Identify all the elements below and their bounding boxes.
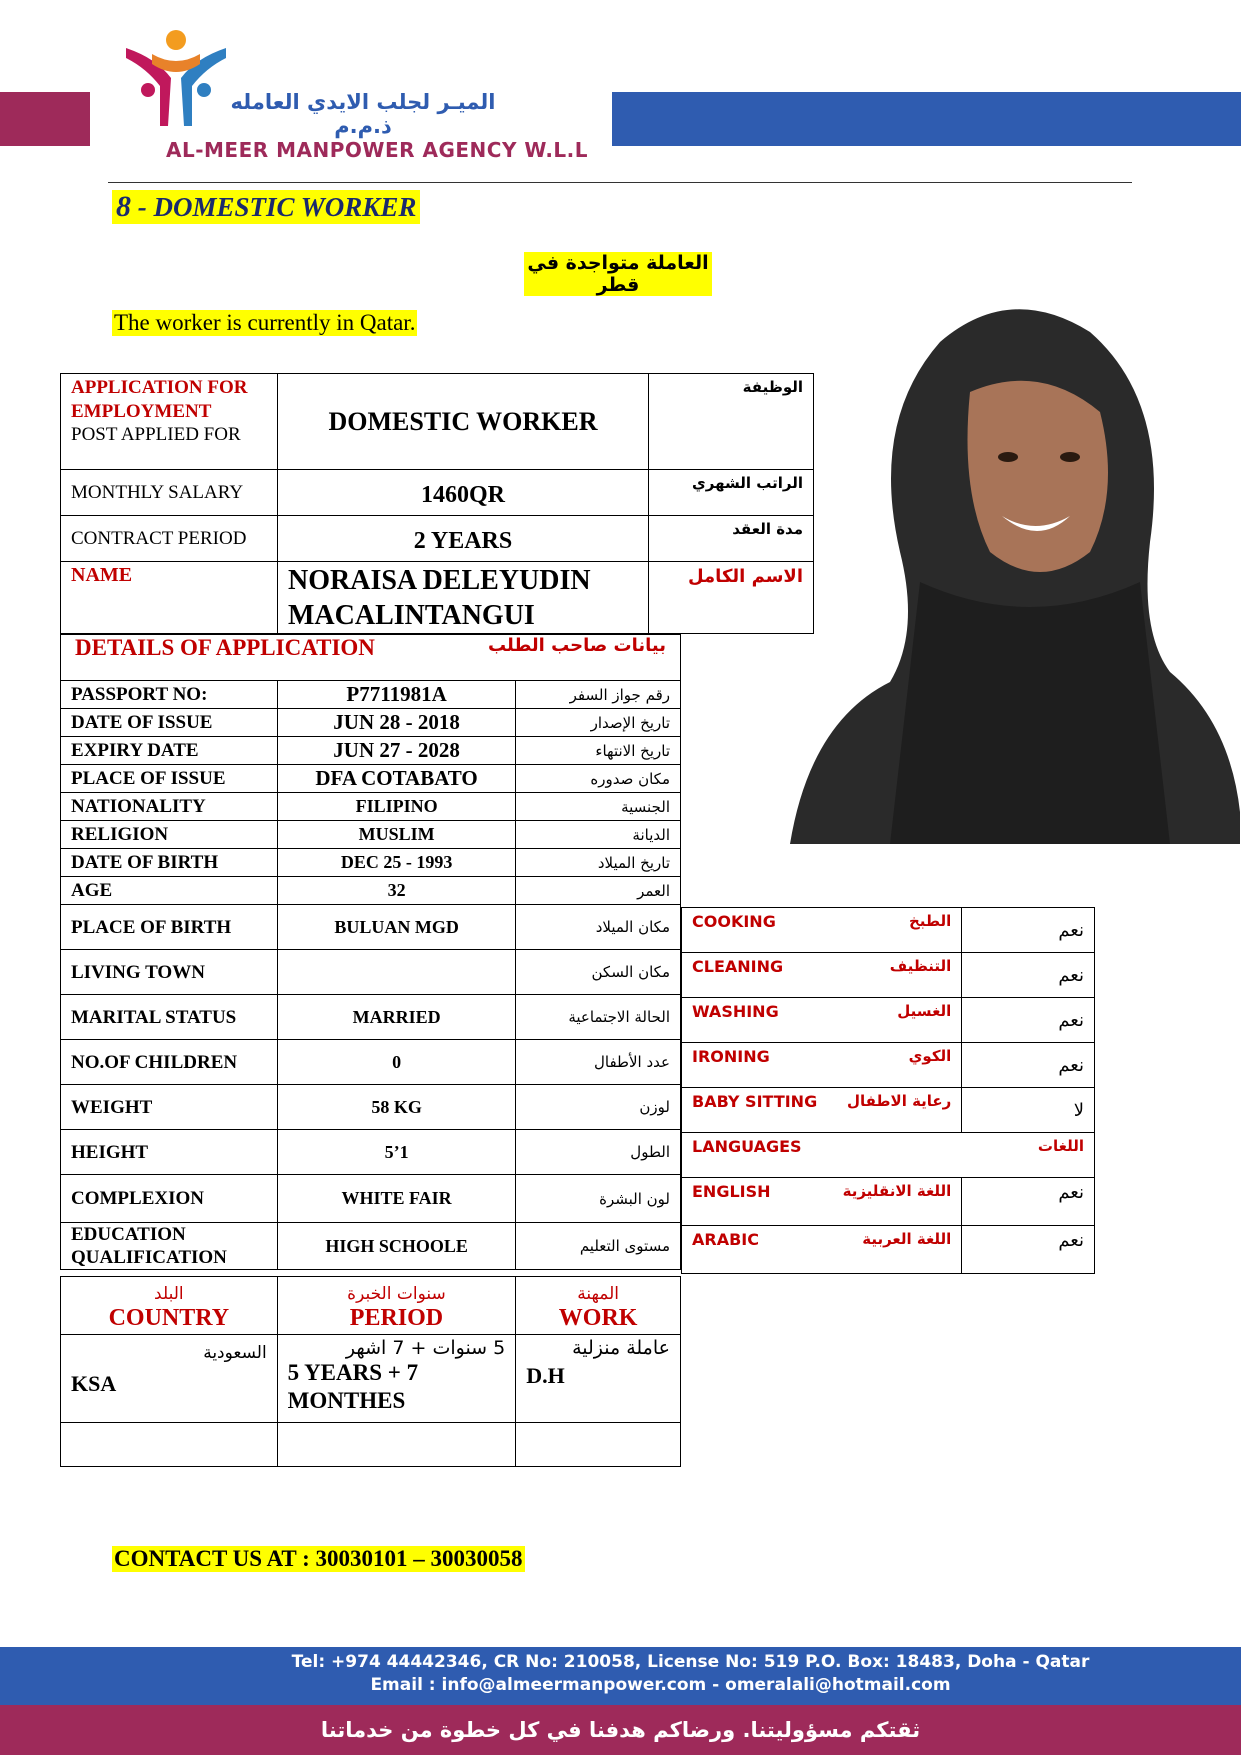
details-value: DEC 25 - 1993 (277, 849, 516, 877)
details-label: RELIGION (61, 821, 278, 849)
details-value: WHITE FAIR (277, 1175, 516, 1223)
experience-work-english: D.H (526, 1363, 565, 1388)
company-name-arabic: الميـر لجلب الايدي العامله ذ.م.م (230, 90, 496, 138)
language-name-cell (682, 1178, 962, 1226)
languages-title: LANGUAGES (692, 1137, 802, 1156)
details-row (61, 1175, 681, 1223)
details-row (61, 821, 681, 849)
details-arabic: الحالة الاجتماعية (516, 995, 681, 1040)
skill-value: نعم (962, 1043, 1095, 1088)
work-header-arabic: المهنة (577, 1283, 620, 1304)
skill-row (682, 998, 1095, 1043)
skill-name-arabic: الكوي (908, 1047, 952, 1065)
contract-arabic: مدة العقد (649, 516, 814, 562)
details-label: AGE (61, 877, 278, 905)
details-arabic: العمر (516, 877, 681, 905)
name-arabic: الاسم الكامل (649, 562, 814, 634)
skill-name: CLEANING (692, 957, 784, 976)
details-arabic: مستوى التعليم (516, 1223, 681, 1270)
empty-cell (61, 1423, 278, 1467)
skill-name-cell (682, 908, 962, 953)
skill-name-arabic: الطبخ (909, 912, 952, 930)
details-row (61, 849, 681, 877)
details-value: MARRIED (277, 995, 516, 1040)
skill-name-arabic: الغسيل (897, 1002, 952, 1020)
details-value: JUN 27 - 2028 (277, 737, 516, 765)
details-label: LIVING TOWN (61, 950, 278, 995)
details-row (61, 950, 681, 995)
details-arabic: مكان الميلاد (516, 905, 681, 950)
salary-value: 1460QR (278, 470, 649, 516)
footer-line-2: Email : info@almeermanpower.com - omeralali@hotmail.com (370, 1675, 951, 1695)
details-label: HEIGHT (61, 1130, 278, 1175)
contract-label: CONTRACT PERIOD (61, 516, 278, 562)
language-name-arabic: اللغة الانقليزية (842, 1182, 952, 1200)
details-row (61, 1130, 681, 1175)
details-label: MARITAL STATUS (61, 995, 278, 1040)
experience-period-english: 5 YEARS + 7 MONTHES (287, 1360, 419, 1413)
details-label: EDUCATION QUALIFICATION (61, 1223, 278, 1270)
skill-row (682, 1088, 1095, 1133)
details-arabic: مكان صدوره (516, 765, 681, 793)
footer-info-bar (0, 1647, 1241, 1705)
details-title: DETAILS OF APPLICATION (75, 635, 375, 660)
skill-row (682, 953, 1095, 998)
experience-work-arabic: عاملة منزلية (572, 1337, 670, 1359)
details-header (61, 635, 681, 681)
application-for-employment: APPLICATION FOR EMPLOYMENT (71, 377, 248, 422)
details-label: NO.OF CHILDREN (61, 1040, 278, 1085)
details-arabic: لوزن (516, 1085, 681, 1130)
period-header-arabic: سنوات الخبرة (347, 1283, 446, 1304)
details-arabic: تاريخ الإصدار (516, 709, 681, 737)
skill-name-arabic: التنظيف (889, 957, 952, 975)
details-row (61, 877, 681, 905)
languages-header-row (682, 1133, 1095, 1178)
details-value: BULUAN MGD (277, 905, 516, 950)
details-row (61, 737, 681, 765)
details-arabic: عدد الأطفال (516, 1040, 681, 1085)
period-header (277, 1277, 516, 1335)
status-arabic: العاملة متواجدة في قطر (524, 252, 712, 296)
details-value: HIGH SCHOOLE (277, 1223, 516, 1270)
details-row (61, 1040, 681, 1085)
language-value: نعم (962, 1178, 1095, 1226)
experience-period-arabic: 5 سنوات + 7 اشهر (345, 1337, 506, 1359)
details-arabic: تاريخ الميلاد (516, 849, 681, 877)
details-title-arabic: بيانات صاحب الطلب (487, 635, 666, 656)
page-heading (112, 190, 420, 224)
details-arabic: الطول (516, 1130, 681, 1175)
details-value (277, 950, 516, 995)
work-header-english: WORK (558, 1304, 638, 1331)
details-arabic: لون البشرة (516, 1175, 681, 1223)
details-row (61, 681, 681, 709)
languages-title-arabic: اللغات (1037, 1137, 1084, 1155)
status-english: The worker is currently in Qatar. (114, 310, 416, 335)
contact-line: CONTACT US AT : 30030101 – 30030058 (114, 1546, 523, 1571)
experience-country-english: KSA (71, 1371, 117, 1396)
skill-value: لا (962, 1088, 1095, 1133)
details-label: EXPIRY DATE (61, 737, 278, 765)
experience-work (516, 1335, 681, 1423)
post-applied-label: POST APPLIED FOR (71, 424, 241, 445)
post-value: DOMESTIC WORKER (278, 374, 649, 470)
skill-row (682, 908, 1095, 953)
details-row (61, 793, 681, 821)
details-row (61, 1223, 681, 1270)
details-value: DFA COTABATO (277, 765, 516, 793)
details-row (61, 709, 681, 737)
details-value: 32 (277, 877, 516, 905)
salary-label: MONTHLY SALARY (61, 470, 278, 516)
languages-header (682, 1133, 1095, 1178)
details-row (61, 905, 681, 950)
country-header-english: COUNTRY (108, 1304, 230, 1331)
details-value: 5’1 (277, 1130, 516, 1175)
salary-arabic: الراتب الشهري (649, 470, 814, 516)
header-divider (108, 182, 1132, 183)
experience-period (277, 1335, 516, 1423)
experience-country (61, 1335, 278, 1423)
post-label-cell (61, 374, 278, 470)
period-header-english: PERIOD (349, 1304, 444, 1331)
header-blue-bar (612, 92, 1241, 146)
skill-name-arabic: رعاية الاطفال (846, 1092, 952, 1110)
details-label: WEIGHT (61, 1085, 278, 1130)
details-table (60, 634, 681, 1270)
skill-value: نعم (962, 908, 1095, 953)
worker-title: - DOMESTIC WORKER (131, 192, 417, 222)
name-value: NORAISA DELEYUDIN MACALINTANGUI (278, 562, 649, 634)
skill-row (682, 1043, 1095, 1088)
empty-cell (277, 1423, 516, 1467)
empty-cell (516, 1423, 681, 1467)
skill-value: نعم (962, 953, 1095, 998)
details-value: 0 (277, 1040, 516, 1085)
post-arabic: الوظيفة (649, 374, 814, 470)
details-value: 58 KG (277, 1085, 516, 1130)
skill-name-cell (682, 998, 962, 1043)
contract-value: 2 YEARS (278, 516, 649, 562)
language-row (682, 1178, 1095, 1226)
language-name: ARABIC (692, 1230, 759, 1249)
skill-name: IRONING (692, 1047, 770, 1066)
details-arabic: رقم جواز السفر (516, 681, 681, 709)
details-label: COMPLEXION (61, 1175, 278, 1223)
skill-name-cell (682, 1043, 962, 1088)
details-value: MUSLIM (277, 821, 516, 849)
language-row (682, 1226, 1095, 1274)
skill-name: BABY SITTING (692, 1092, 818, 1111)
details-label: PLACE OF BIRTH (61, 905, 278, 950)
footer-slogan: ثقتكم مسؤوليتنا. ورضاكم هدفنا في كل خطوة من خدماتنا (0, 1705, 1241, 1755)
details-arabic: الجنسية (516, 793, 681, 821)
details-row (61, 765, 681, 793)
skill-name-cell (682, 1088, 962, 1133)
language-name-arabic: اللغة العربية (862, 1230, 952, 1248)
worker-photo (770, 252, 1240, 844)
header-magenta-bar (0, 92, 90, 146)
details-label: PASSPORT NO: (61, 681, 278, 709)
details-arabic: تاريخ الانتهاء (516, 737, 681, 765)
details-label: DATE OF ISSUE (61, 709, 278, 737)
details-value: JUN 28 - 2018 (277, 709, 516, 737)
country-header-arabic: البلد (154, 1283, 184, 1304)
details-arabic: مكان السكن (516, 950, 681, 995)
details-value: FILIPINO (277, 793, 516, 821)
details-value: P7711981A (277, 681, 516, 709)
worker-number: 8 (116, 190, 131, 223)
application-table (60, 373, 814, 634)
details-row (61, 1085, 681, 1130)
skill-value: نعم (962, 998, 1095, 1043)
skill-name: COOKING (692, 912, 776, 931)
company-name-english: AL-MEER MANPOWER AGENCY W.L.L (166, 138, 589, 162)
experience-country-arabic: السعودية (203, 1343, 267, 1363)
skill-name: WASHING (692, 1002, 779, 1021)
name-label: NAME (61, 562, 278, 634)
skills-table (681, 907, 1095, 1274)
details-arabic: الديانة (516, 821, 681, 849)
details-label: NATIONALITY (61, 793, 278, 821)
details-label: DATE OF BIRTH (61, 849, 278, 877)
footer-line-1: Tel: +974 44442346, CR No: 210058, License No: 519 P.O. Box: 18483, Doha - Qatar (291, 1652, 1090, 1672)
experience-table (60, 1276, 681, 1467)
language-name-cell (682, 1226, 962, 1274)
skill-name-cell (682, 953, 962, 998)
language-value: نعم (962, 1226, 1095, 1274)
work-header (516, 1277, 681, 1335)
details-row (61, 995, 681, 1040)
details-label: PLACE OF ISSUE (61, 765, 278, 793)
language-name: ENGLISH (692, 1182, 771, 1201)
country-header (61, 1277, 278, 1335)
